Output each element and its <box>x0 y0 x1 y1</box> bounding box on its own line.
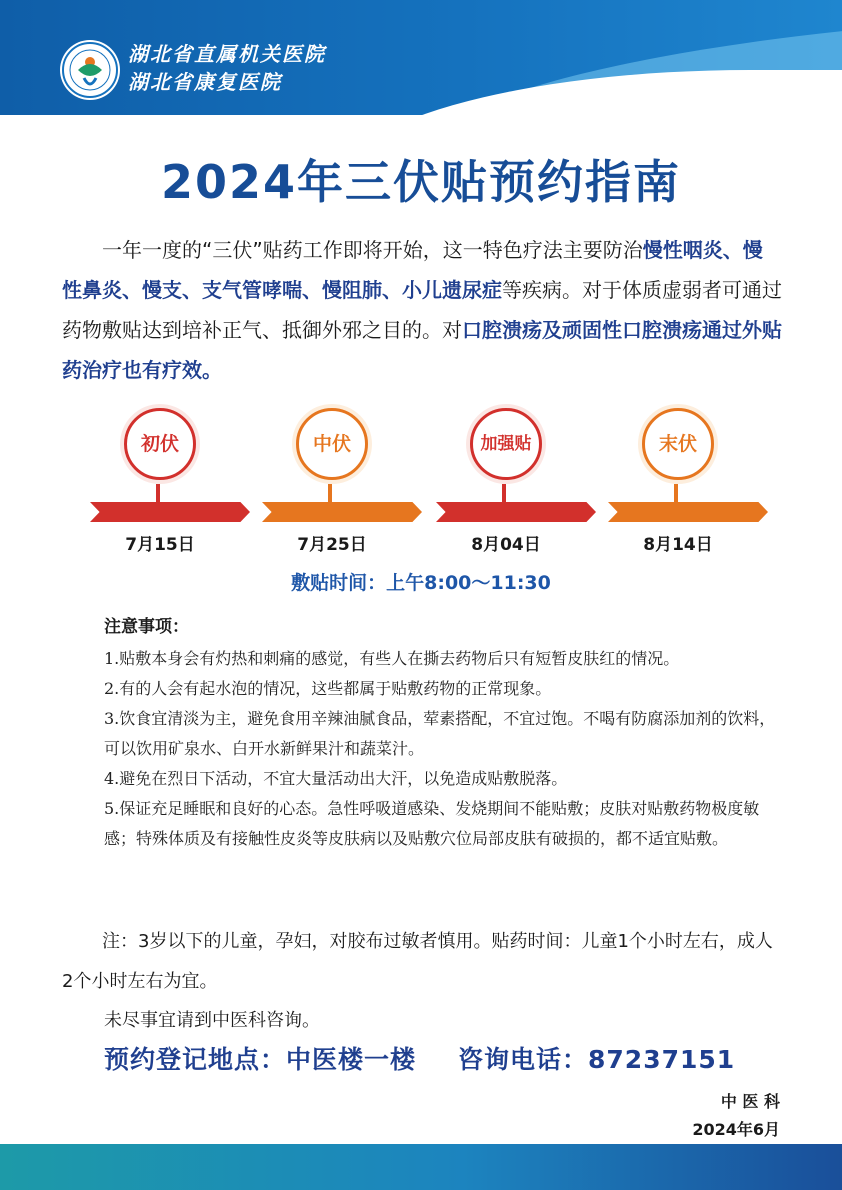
booking-info <box>104 1040 735 1076</box>
intro-text-2: 等疾病。对于体质虚弱者可通过药物敷贴达到培补正气、抵御外邪之目的。对 <box>62 278 782 342</box>
footer-band <box>0 1144 842 1190</box>
consult-note: 未尽事宜请到中医科咨询。 <box>104 1010 320 1031</box>
timeline-circle: 加强贴 <box>470 408 542 480</box>
note-item: 4.避免在烈日下活动，不宜大量活动出大汗，以免造成贴敷脱落。 <box>104 769 568 788</box>
caution-note: 注：3岁以下的儿童，孕妇，对胶布过敏者慎用。贴药时间：儿童1个小时左右，成人2个小时左右为宜。 <box>62 931 773 992</box>
note-item: 2.有的人会有起水泡的情况，这些都属于贴敷药物的正常现象。 <box>104 679 552 698</box>
timeline-date: 7月15日 <box>125 535 195 555</box>
timeline-circle: 中伏 <box>296 408 368 480</box>
header-band <box>0 0 842 115</box>
notes-list <box>104 644 784 854</box>
intro-text-1: 一年一度的“三伏”贴药工作即将开始，这一特色疗法主要防治 <box>102 238 643 262</box>
sign-date: 2024年6月 <box>692 1120 780 1139</box>
hospital-logo-icon <box>60 40 120 100</box>
booking-phone: 咨询电话：87237151 <box>458 1045 736 1074</box>
intro-highlight-ulcer: 口腔溃疡及顽固性口腔溃疡通过外贴药治疗也有疗效。 <box>62 318 782 382</box>
timeline-stem <box>502 484 506 502</box>
timeline-circle: 末伏 <box>642 408 714 480</box>
note-item: 3.饮食宜清淡为主，避免食用辛辣油腻食品，荤素搭配，不宜过饱。不喝有防腐添加剂的饮料，可以饮用矿泉水、白开水新鲜果汁和蔬菜汁。 <box>104 709 776 758</box>
intro-highlight-diseases: 慢性咽炎、慢性鼻炎、慢支、支气管哮喘、慢阻肺、小儿遗尿症 <box>62 238 763 302</box>
timeline-stem <box>156 484 160 502</box>
booking-place: 预约登记地点：中医楼一楼 <box>104 1045 417 1074</box>
timeline-stem <box>674 484 678 502</box>
timeline-arrow <box>436 502 596 522</box>
note-item: 5.保证充足睡眠和良好的心态。急性呼吸道感染、发烧期间不能贴敷；皮肤对贴敷药物极度敏感；特殊体质及有接触性皮炎等皮肤病以及贴敷穴位局部皮肤有破损的，都不适宜贴敷。 <box>104 799 760 848</box>
timeline-date: 8月04日 <box>471 535 541 555</box>
notes-title: 注意事项： <box>104 617 189 637</box>
timeline-circle: 初伏 <box>124 408 196 480</box>
timeline-date: 7月25日 <box>297 535 367 555</box>
timeline-arrow <box>608 502 768 522</box>
application-time: 敷贴时间：上午8:00～11:30 <box>291 572 551 594</box>
signature <box>640 1088 780 1144</box>
hospital-name-1: 湖北省直属机关医院 <box>128 42 326 66</box>
intro-paragraph <box>62 230 782 390</box>
page-title: 2024年三伏贴预约指南 <box>160 155 682 209</box>
timeline-date: 8月14日 <box>643 535 713 555</box>
timeline-arrow <box>90 502 250 522</box>
note-item: 1.贴敷本身会有灼热和刺痛的感觉，有些人在撕去药物后只有短暂皮肤红的情况。 <box>104 649 680 668</box>
timeline-stem <box>328 484 332 502</box>
sign-dept: 中 医 科 <box>720 1092 780 1111</box>
hospital-names <box>128 40 326 96</box>
timeline-arrow <box>262 502 422 522</box>
hospital-name-2: 湖北省康复医院 <box>128 70 282 94</box>
